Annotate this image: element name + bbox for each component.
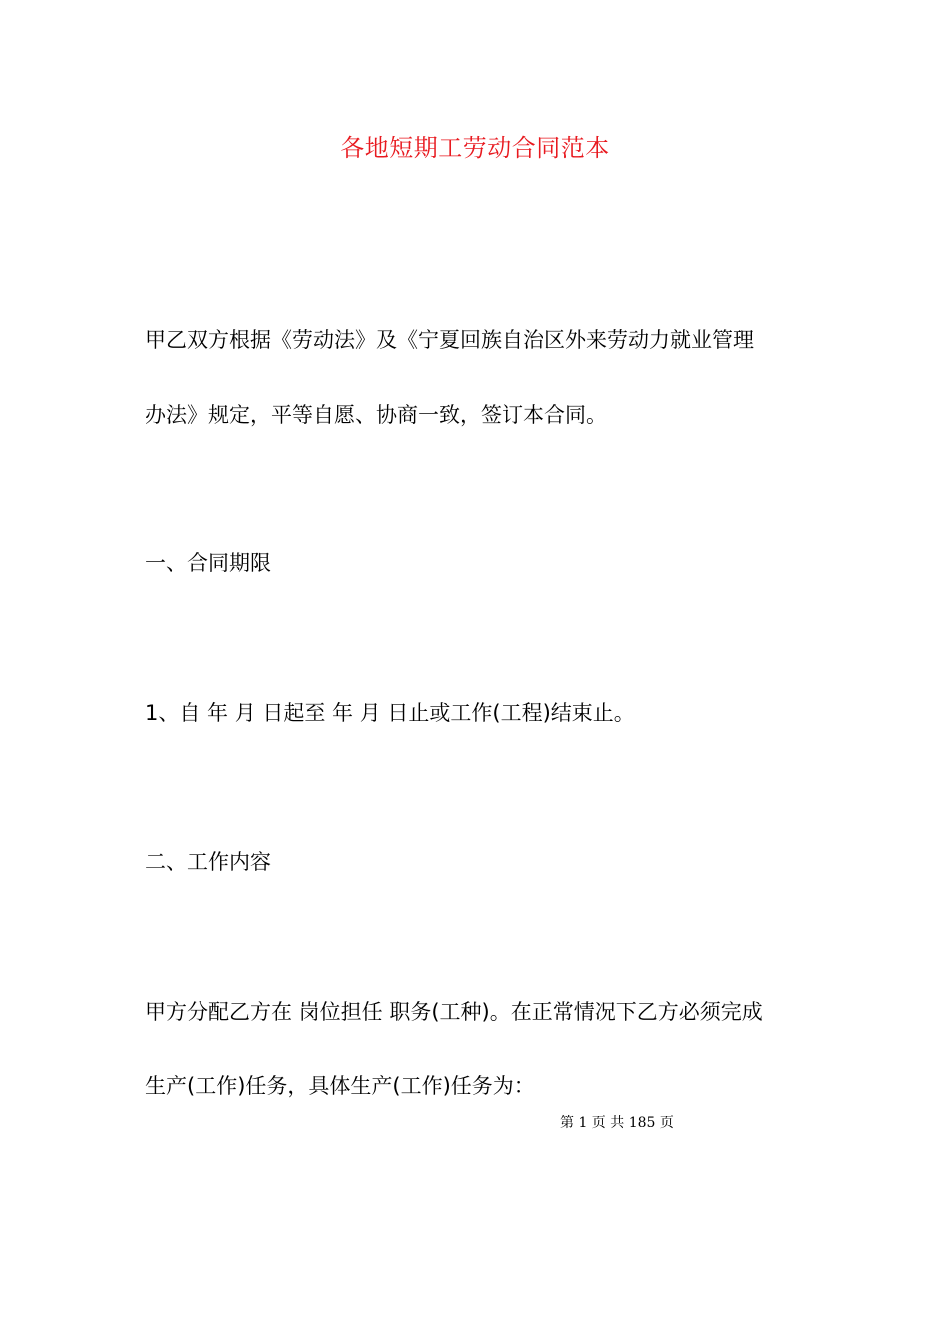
- clause-contract-period: 1、自 年 月 日起至 年 月 日止或工作(工程)结束止。: [145, 701, 635, 725]
- section-heading-work-content: 二、工作内容: [145, 850, 271, 874]
- intro-paragraph-line-1: 甲乙双方根据《劳动法》及《宁夏回族自治区外来劳动力就业管理: [145, 328, 754, 352]
- intro-paragraph-line-2: 办法》规定，平等自愿、协商一致，签订本合同。: [145, 403, 607, 427]
- section-heading-contract-term: 一、合同期限: [145, 551, 271, 575]
- document-title: 各地短期工劳动合同范本: [340, 134, 610, 162]
- work-content-line-1: 甲方分配乙方在 岗位担任 职务(工种)。在正常情况下乙方必须完成: [145, 1000, 763, 1024]
- work-content-line-2: 生产(工作)任务，具体生产(工作)任务为：: [145, 1074, 535, 1098]
- page-number-footer: 第 1 页 共 185 页: [560, 1115, 674, 1131]
